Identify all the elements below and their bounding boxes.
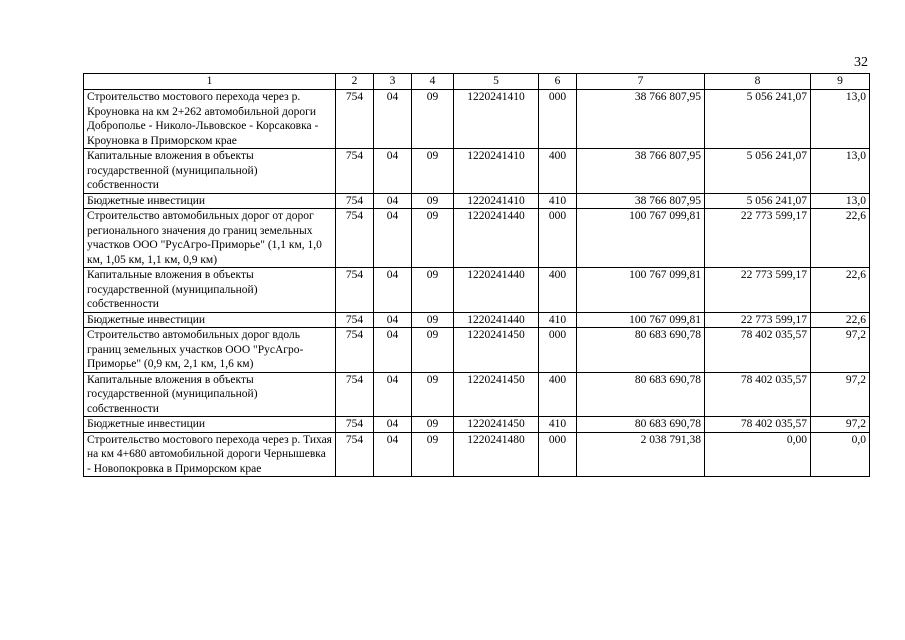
expense-type-cell: 410 [539,193,577,209]
planned-amount-cell: 100 767 099,81 [577,209,705,268]
subsection-cell: 09 [412,193,454,209]
row-name-cell: Бюджетные инвестиции [84,312,336,328]
executed-amount-cell: 22 773 599,17 [705,268,811,313]
budget-table [83,73,870,477]
table-row [84,432,870,477]
planned-amount-cell: 2 038 791,38 [577,432,705,477]
planned-amount-cell: 38 766 807,95 [577,193,705,209]
row-name-cell: Строительство мостового перехода через р. Кроуновка на км 2+262 автомобильной дороги Доброполье - Николо-Львовское - Корсаковка - Кроуновка в Приморском крае [84,90,336,149]
executed-amount-cell: 5 056 241,07 [705,193,811,209]
table-row [84,417,870,433]
header-row [84,74,870,90]
column-header: 7 [577,74,705,90]
planned-amount-cell: 80 683 690,78 [577,417,705,433]
section-cell: 04 [374,432,412,477]
table-row [84,312,870,328]
subsection-cell: 09 [412,372,454,417]
percent-cell: 13,0 [811,193,870,209]
column-header: 6 [539,74,577,90]
section-cell: 04 [374,149,412,194]
column-header: 9 [811,74,870,90]
admin-code-cell: 754 [336,312,374,328]
target-article-cell: 1220241450 [454,372,539,417]
column-header: 5 [454,74,539,90]
expense-type-cell: 000 [539,209,577,268]
percent-cell: 22,6 [811,312,870,328]
section-cell: 04 [374,312,412,328]
subsection-cell: 09 [412,149,454,194]
expense-type-cell: 000 [539,90,577,149]
section-cell: 04 [374,268,412,313]
table-row [84,209,870,268]
target-article-cell: 1220241440 [454,268,539,313]
target-article-cell: 1220241440 [454,312,539,328]
section-cell: 04 [374,328,412,373]
column-header: 4 [412,74,454,90]
section-cell: 04 [374,90,412,149]
table-row [84,90,870,149]
percent-cell: 97,2 [811,417,870,433]
planned-amount-cell: 38 766 807,95 [577,90,705,149]
target-article-cell: 1220241450 [454,328,539,373]
row-name-cell: Капитальные вложения в объекты государственной (муниципальной) собственности [84,149,336,194]
target-article-cell: 1220241450 [454,417,539,433]
subsection-cell: 09 [412,90,454,149]
executed-amount-cell: 5 056 241,07 [705,149,811,194]
planned-amount-cell: 80 683 690,78 [577,328,705,373]
column-header: 1 [84,74,336,90]
executed-amount-cell: 5 056 241,07 [705,90,811,149]
admin-code-cell: 754 [336,417,374,433]
target-article-cell: 1220241410 [454,193,539,209]
expense-type-cell: 400 [539,268,577,313]
planned-amount-cell: 80 683 690,78 [577,372,705,417]
executed-amount-cell: 22 773 599,17 [705,312,811,328]
expense-type-cell: 000 [539,328,577,373]
table-row [84,193,870,209]
table-row [84,149,870,194]
expense-type-cell: 400 [539,372,577,417]
admin-code-cell: 754 [336,432,374,477]
percent-cell: 97,2 [811,372,870,417]
admin-code-cell: 754 [336,372,374,417]
planned-amount-cell: 100 767 099,81 [577,268,705,313]
row-name-cell: Строительство автомобильных дорог от дорог регионального значения до границ земельных участков ООО "РусАгро-Приморье" (1,1 км, 1,0 км, 1,05 км, 1,1 км, 0,9 км) [84,209,336,268]
target-article-cell: 1220241480 [454,432,539,477]
admin-code-cell: 754 [336,149,374,194]
subsection-cell: 09 [412,312,454,328]
row-name-cell: Бюджетные инвестиции [84,193,336,209]
percent-cell: 22,6 [811,209,870,268]
admin-code-cell: 754 [336,268,374,313]
section-cell: 04 [374,417,412,433]
subsection-cell: 09 [412,432,454,477]
executed-amount-cell: 0,00 [705,432,811,477]
target-article-cell: 1220241410 [454,90,539,149]
column-header: 2 [336,74,374,90]
expense-type-cell: 410 [539,312,577,328]
section-cell: 04 [374,372,412,417]
table-row [84,268,870,313]
table-row [84,328,870,373]
subsection-cell: 09 [412,268,454,313]
expense-type-cell: 400 [539,149,577,194]
subsection-cell: 09 [412,417,454,433]
executed-amount-cell: 78 402 035,57 [705,372,811,417]
executed-amount-cell: 78 402 035,57 [705,417,811,433]
subsection-cell: 09 [412,328,454,373]
admin-code-cell: 754 [336,193,374,209]
admin-code-cell: 754 [336,209,374,268]
section-cell: 04 [374,209,412,268]
table-row [84,372,870,417]
percent-cell: 97,2 [811,328,870,373]
row-name-cell: Строительство мостового перехода через р. Тихая на км 4+680 автомобильной дороги Чернышевка - Новопокровка в Приморском крае [84,432,336,477]
target-article-cell: 1220241410 [454,149,539,194]
expense-type-cell: 410 [539,417,577,433]
admin-code-cell: 754 [336,328,374,373]
section-cell: 04 [374,193,412,209]
row-name-cell: Капитальные вложения в объекты государственной (муниципальной) собственности [84,268,336,313]
row-name-cell: Строительство автомобильных дорог вдоль границ земельных участков ООО "РусАгро-Приморье" (0,9 км, 2,1 км, 1,6 км) [84,328,336,373]
column-header: 3 [374,74,412,90]
admin-code-cell: 754 [336,90,374,149]
percent-cell: 13,0 [811,90,870,149]
row-name-cell: Капитальные вложения в объекты государственной (муниципальной) собственности [84,372,336,417]
page-number: 32 [854,55,868,70]
planned-amount-cell: 38 766 807,95 [577,149,705,194]
expense-type-cell: 000 [539,432,577,477]
percent-cell: 0,0 [811,432,870,477]
executed-amount-cell: 78 402 035,57 [705,328,811,373]
executed-amount-cell: 22 773 599,17 [705,209,811,268]
target-article-cell: 1220241440 [454,209,539,268]
subsection-cell: 09 [412,209,454,268]
planned-amount-cell: 100 767 099,81 [577,312,705,328]
row-name-cell: Бюджетные инвестиции [84,417,336,433]
column-header: 8 [705,74,811,90]
percent-cell: 22,6 [811,268,870,313]
percent-cell: 13,0 [811,149,870,194]
